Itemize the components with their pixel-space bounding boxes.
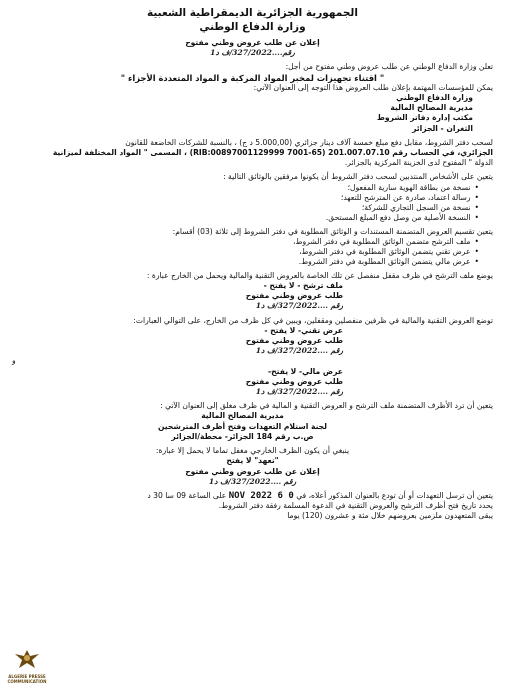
envelope-label: ملف ترشح - لا يفتح -	[263, 281, 343, 291]
validity-text: يبقى المتعهدون ملزمين بعروضهم خلال مئة و عشرون (120) يوما	[287, 511, 493, 521]
list-item: • ملف الترشح متضمن الوثائق المطلوبة في دفتر الشروط،	[12, 237, 479, 247]
address-line: مديرية المصالح المالية	[201, 411, 284, 421]
envelope-title: إعلان عن طلب عروض وطني مفتوح	[185, 466, 320, 476]
candidacy-envelope	[12, 281, 343, 312]
institutions-text: يمكن للمؤسسات المهتمة بإعلان طلب العروض هذا التوجه إلى العنوان الآتي:	[253, 82, 493, 92]
envelope-label: "تعهد" لا يفتح	[226, 456, 279, 466]
list-item: • عرض تقني يتضمن الوثائق المطلوبة في دفتر الشروط،	[12, 247, 479, 257]
announcement-ref: رقم....327/2022/ف د1	[210, 48, 295, 58]
list-item: • نسخة من بطاقة الهوية سارية المفعول؛	[12, 183, 479, 193]
subject-title: " اقتناء تجهيزات لمخبر المواد المركبة و المواد المتعددة الأجزاء "	[120, 72, 385, 83]
envelope-title: طلب عروض وطني مفتوح	[245, 291, 343, 301]
address-line: الثغران - الجزائر	[412, 123, 473, 133]
withdraw-text: الدولة " المفتوح لدى الخزينة المركزية بالجزائر.	[344, 158, 493, 168]
list-item: • نسخة من السجل التجاري للشركة؛	[12, 203, 479, 213]
eagle-logo-icon	[12, 644, 42, 674]
submit-address	[12, 411, 473, 442]
envelope-ref: رقم ....327/2022/ف د1	[255, 387, 343, 397]
envelope-ref: رقم ....327/2022/ف د1	[255, 346, 343, 356]
offers-intro: توضع العروض التقنية والمالية في ظرفين منفصلين ومقفلين، ويبين في كل ظرف من الخارج، على التوالي العبارات:	[133, 315, 493, 325]
republic-heading: الجمهورية الجزائرية الديمقراطية الشعبية	[147, 7, 358, 19]
address-line: وزارة الدفاع الوطني	[396, 93, 473, 103]
parts-intro: يتعين تقسيم العروض المتضمنة المستندات و الوثائق المطلوبة في دفتر الشروط إلى ثلاثة (03) أقسام:	[172, 226, 493, 236]
ministry-heading: وزارة الدفاع الوطني	[199, 21, 306, 33]
deadline-time: على الساعة 09 سا 30 د	[147, 490, 227, 500]
envelope-ref: رقم ....327/2022/ف د1	[255, 301, 343, 311]
and-word: و	[12, 356, 16, 366]
docs-intro: يتعين على الأشخاص المنتدبين لسحب دفتر الشروط أن يكونوا مرفقين بالوثائق التالية :	[223, 172, 493, 182]
list-item: • رسالة اعتماد، صادرة عن المترشح للتعهد؛	[12, 193, 479, 203]
address-line: لجنة استلام التعهدات وفتح أظرف المترشحين	[157, 421, 328, 431]
envelope-intro: يوضع ملف الترشح في ظرف مقفل منفصل عن تلك الخاصة بالعروض التقنية والمالية ويحمل من الخارج عبارة :	[146, 270, 493, 280]
list-item: • عرض مالي يتضمن الوثائق المطلوبة في دفتر الشروط.	[12, 257, 479, 267]
address-line: ص.ب رقم 184 الجزائر- محطة/الجزائر	[171, 431, 314, 441]
submit-intro: يتعين أن ترد الأظرف المتضمنة ملف الترشح و العروض التقنية و المالية في ظرف مغلق إلى العنوان الآتي :	[160, 401, 493, 411]
outer-intro: ينبغي أن يكون الظرف الخارجي مغفل تماما لا يحمل إلا عبارة:	[155, 446, 350, 456]
envelope-title: طلب عروض وطني مفتوح	[245, 376, 343, 386]
outer-envelope	[12, 456, 493, 487]
parts-list	[12, 237, 493, 267]
envelope-title: طلب عروض وطني مفتوح	[245, 336, 343, 346]
opening-text: يحدد تاريخ فتح أظرف الترشح والعروض التقنية في الدعوة المسلمة رفقة دفتر الشروط.	[218, 501, 493, 511]
announcement-title: إعلان عن طلب عروض وطني مفتوح	[185, 38, 320, 47]
address-block	[12, 93, 473, 134]
press-logo	[6, 644, 48, 686]
address-line: مكتب إدارة دفاتر الشروط	[377, 113, 473, 123]
envelope-label: عرض مالي- لا يفتح-	[268, 366, 343, 376]
address-line: مديرية المصالح المالية	[390, 103, 473, 113]
financial-envelope	[12, 367, 343, 398]
withdraw-text: الجزائري، في الحساب رقم 201.007.07.10 (RIB:00897001129999 7001-65) ، المسمى " المواد المختلفة لميزانية	[52, 148, 493, 158]
logo-text: ALGERIE PRESSE	[8, 674, 46, 679]
technical-envelope	[12, 326, 343, 357]
withdraw-text: لسحب دفتر الشروط، مقابل دفع مبلغ خمسة آلاف دينار جزائري (5.000,00 د ج) ، بالنسبة للشركات الخاضعة للقانون	[125, 137, 493, 147]
intro-text: تعلن وزارة الدفاع الوطني عن طلب عروض وطني مفتوح من أجل:	[285, 62, 493, 72]
logo-text: COMMUNICATION	[7, 679, 47, 684]
docs-list	[12, 183, 493, 223]
list-item: • النسخة الأصلية من وصل دفع المبلغ المستحق.	[12, 213, 479, 223]
date-stamp: 0 6 NOV 2022	[228, 490, 294, 501]
envelope-label: عرض تقني- لا يفتح -	[264, 325, 343, 335]
envelope-ref: رقم ....327/2022/ف د1	[208, 476, 297, 486]
deadline-line	[12, 491, 493, 501]
deadline-text: يتعين أن ترسل التعهدات أو أن تودع بالعنوان المذكور أعلاه، في	[296, 490, 493, 500]
